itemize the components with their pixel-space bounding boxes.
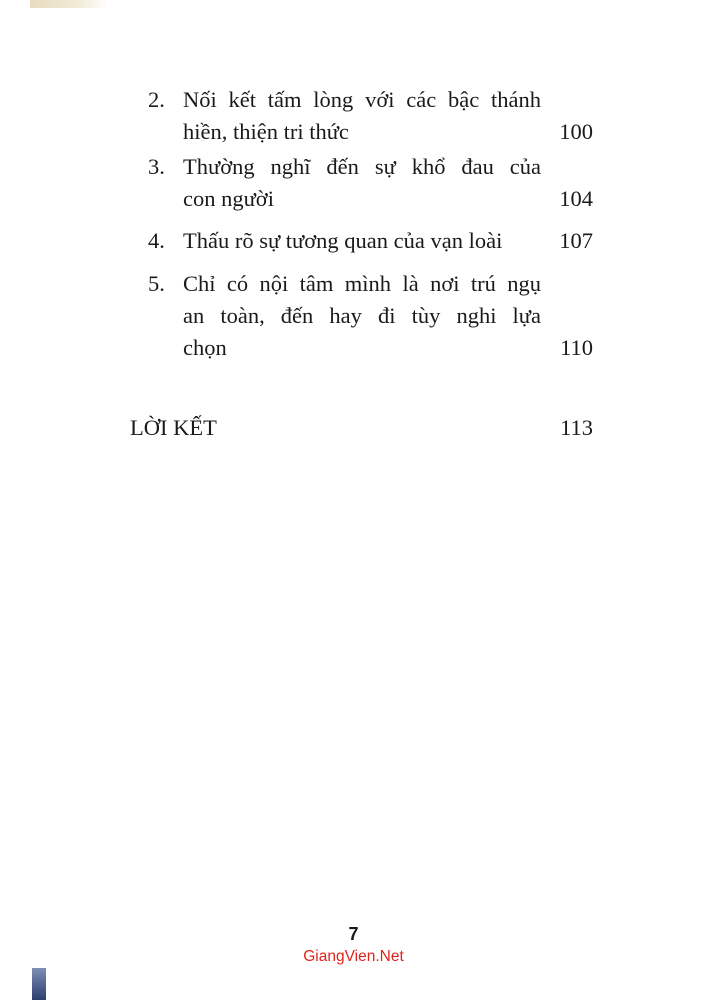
page-number: 7 — [348, 924, 359, 944]
toc-entry-number: 5. — [148, 271, 165, 296]
toc-closing-title: LỜI KẾT — [130, 415, 217, 440]
toc-entry-number: 3. — [148, 154, 165, 179]
watermark-text: GiangVien.Net — [303, 948, 404, 965]
toc-entry-number: 4. — [148, 228, 165, 253]
toc-entry-title-line: Chỉ có nội tâm mình là nơi trú ngụ — [183, 271, 541, 296]
toc-entry-title-line: Nối kết tấm lòng với các bậc thánh — [183, 87, 541, 112]
toc-entry-page: 100 — [559, 119, 593, 144]
toc-entry-page: 110 — [560, 335, 593, 360]
toc-entry-title-line: con người — [183, 186, 274, 211]
toc-entry-title-line: chọn — [183, 335, 227, 360]
toc-entry-2[interactable] — [148, 84, 593, 148]
toc-entry-title-line: hiền, thiện tri thức — [183, 119, 349, 144]
toc-entry-4[interactable] — [148, 225, 593, 257]
toc-entry-number: 2. — [148, 87, 165, 112]
toc-entry-title-line: Thường nghĩ đến sự khổ đau của — [183, 154, 541, 179]
toc-entry-title-line: Thấu rõ sự tương quan của vạn loài — [183, 228, 503, 253]
toc-entry-page: 107 — [559, 228, 593, 253]
toc-entry-5[interactable] — [148, 268, 593, 364]
toc-entry-page: 104 — [559, 186, 593, 211]
toc-entry-title-line: an toàn, đến hay đi tùy nghi lựa — [183, 303, 541, 328]
toc-entry-3[interactable] — [148, 151, 593, 215]
toc-closing-page: 113 — [560, 415, 593, 440]
